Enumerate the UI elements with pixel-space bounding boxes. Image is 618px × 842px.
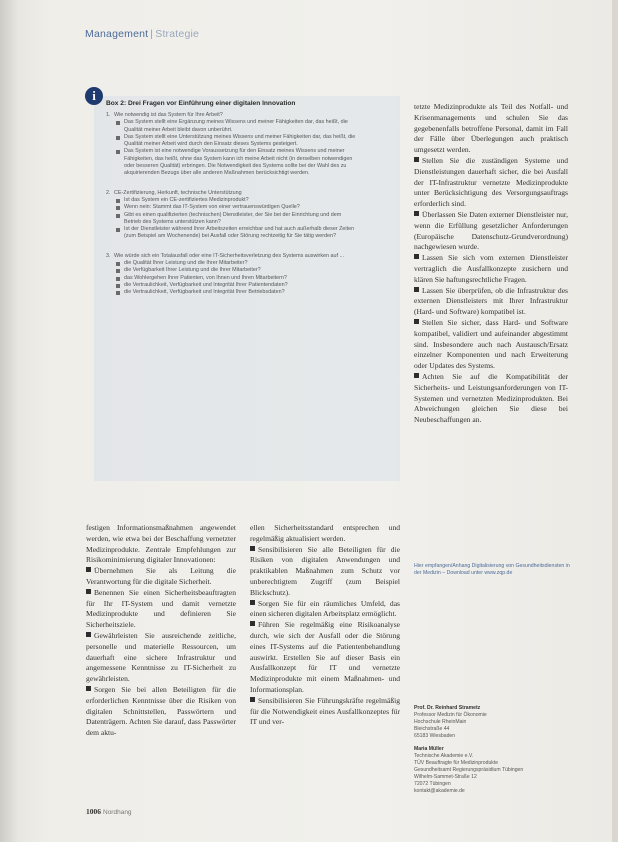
square-bullet-icon [116,284,120,288]
binding-shadow [0,0,18,842]
square-bullet-icon [414,157,419,162]
square-bullet-icon [116,228,120,232]
paragraph: Achten Sie auf die Kompatibilität der Sicherheits- und Leistungsanforderungen von IT-Systemen und vernetzten Medizinprodukten. Bei Abweichungen gleichen Sie diese bei Neubeschaffungen an. [414,371,568,425]
list-item: Das System stellt eine Ergänzung meines Wissens und meiner Fähigkeiten dar, das heißt, die Qualität meiner Arbeit bleibt davon unberührt. [106,119,356,134]
paragraph: tetzte Medizinprodukte als Teil des Notfall- und Krisenmanagements und schulen Sie das gegebenenfalls betroffene Personal, damit im Fall der Fälle über Überlegungen auch praktisch umgesetzt werden. [414,102,568,155]
info-icon: i [85,87,103,105]
square-bullet-icon [86,589,91,594]
question-number: 2. [106,189,111,196]
square-bullet-icon [414,211,419,216]
author-line: TÜV Beauftragte für Medizinprodukte [414,760,499,766]
paragraph: Lassen Sie überprüfen, ob die Infrastruktur des externen Dienstleisters mit Ihrer Infrastruktur (Hard- und Software) kompatibel ist. [414,285,568,317]
paragraph: Überlassen Sie Daten externer Dienstleister nur, wenn die Erfüllung gesetzlicher Anforderungen (Europäische Datenschutz-Grundverordnung) nachgewiesen wurde. [414,209,568,252]
square-bullet-icon [116,199,120,203]
list-item: die Qualität Ihrer Leistung und die Ihrer Mitarbeiter? [106,260,356,267]
page-footer [86,807,132,816]
body-column-2 [250,523,400,728]
list-item: Gibt es einen qualifizierten (technischen) Dienstleister, der Sie bei der Einrichtung und dem Betrieb des Systems unterstützen kann? [106,212,356,227]
paragraph: Gewährleisten Sie ausreichende zeitliche, personelle und materielle Ressourcen, um dauerhaft eine sichere Infrastruktur und angemessene Kenntnisse zu IT-Sicherheit zu gewährleisten. [86,630,236,684]
paragraph: Sensibilisieren Sie Führungskräfte regelmäßig für die Notwendigkeit eines Ausfallkonzeptes für IT und ver- [250,695,400,727]
square-bullet-icon [116,269,120,273]
author-line: Bleichstraße 44 [414,726,450,732]
author-line: Hochschule RheinMain [414,719,467,725]
box-question-3 [106,253,356,297]
square-bullet-icon [86,686,91,691]
body-column-1 [86,523,236,739]
list-item: Das System stellt eine Unterstützung meines Wissens und meiner Fähigkeiten dar, das heißt, die Qualität meiner Arbeit wird durch den Einsatz dieses Systems gesteigert. [106,134,356,149]
section-separator: | [150,28,154,40]
author-name: Maria Müller [414,746,444,752]
square-bullet-icon [116,136,120,140]
author-info [414,705,574,795]
list-item: Ist der Dienstleister während Ihrer Arbeitszeiten erreichbar und hat auch außerhalb dieser Zeiten (zum Beispiel am Wochenende) bei Ausfall oder Störung rechtzeitig für Sie tätig werden? [106,226,356,241]
square-bullet-icon [250,697,255,702]
subsection-label: Strategie [155,28,200,40]
box-question-2 [106,190,356,241]
list-item: die Vertraulichkeit, Verfügbarkeit und Integrität Ihrer Patientendaten? [106,282,356,289]
square-bullet-icon [86,567,91,572]
question-number: 1. [106,112,111,118]
square-bullet-icon [414,287,419,292]
square-bullet-icon [414,373,419,378]
paragraph: Benennen Sie einen Sicherheitsbeauftragten für Ihr IT-System und damit vernetzte Medizinprodukte und definieren Sie Sicherheitsziele. [86,587,236,630]
publication-name: Nordhang [103,809,132,816]
paragraph: Führen Sie regelmäßig eine Risikoanalyse durch, wie sich der Ausfall oder die Störung eines IT-Systems auf die Patientenbehandlung auswirkt. Erstellen Sie auf dieser Basis ein Ausfallkonzept für IT und vernetzte Medizinprodukte mit einem Maßnahmen- und Informationsplan. [250,620,400,694]
question-text: CE-Zertifizierung, Herkunft, technische Unterstützung [114,189,242,196]
reference-link-note[interactable]: Hier empfangen/Anhang Digitalisierung von Gesundheitsdiensten in der Medizin – Download unter www.zqp.de [414,563,570,576]
square-bullet-icon [414,319,419,324]
box-question-list [106,112,356,297]
square-bullet-icon [250,546,255,551]
square-bullet-icon [250,621,255,626]
square-bullet-icon [116,277,120,281]
running-head [85,28,199,40]
author-line: Gesundheitsamt Regierungspräsidium Tübingen [414,767,524,773]
paragraph: Sorgen Sie für ein räumliches Umfeld, das einen sicheren digitalen Arbeitsplatz ermöglicht. [250,598,400,619]
paragraph: Sensibilisieren Sie alle Beteiligten für die Risiken von digitalen Anwendungen und praktikablen Maßnahmen zum Schutz vor unberechtigtem Zugriff (zum Beispiel Blickschutz). [250,544,400,597]
square-bullet-icon [116,206,120,210]
question-number: 3. [106,252,111,259]
author-name: Prof. Dr. Reinhard Strametz [414,705,481,711]
paragraph: Übernehmen Sie als Leitung die Verantwortung für die digitale Sicherheit. [86,566,236,586]
square-bullet-icon [116,214,120,218]
section-label: Management [85,28,149,40]
square-bullet-icon [414,254,419,259]
list-item: die Verfügbarkeit Ihrer Leistung und die Ihrer Mitarbeiter? [106,267,356,274]
list-item: Wenn nein: Stammt das IT-System von einer vertrauenswürdigen Quelle? [106,204,356,211]
question-text: Wie würde sich ein Totalausfall oder eine IT-Sicherheitsverletzung des Systems auswirken auf ... [114,252,345,259]
square-bullet-icon [116,150,120,154]
author-line: Technische Akademie e.V. [414,753,474,759]
paragraph: ellen Sicherheitsstandard entsprechen und regelmäßig aktualisiert werden. [250,523,400,543]
author-line: kontakt@akademie.de [414,788,465,794]
right-column-text [414,102,568,426]
page-edge [612,0,618,842]
square-bullet-icon [116,121,120,125]
paragraph: Stellen Sie sicher, dass Hard- und Software kompatibel, validiert und aufeinander abgestimmt sind. Insbesondere auch nach Austausch/Ersatz einzelner Komponenten und nach Erweiterung oder Updates des Systems. [414,317,568,371]
box-title: Box 2: Drei Fragen vor Einführung einer digitalen Innovation [106,100,296,107]
paragraph: Stellen Sie die zuständigen Systeme und Dienstleistungen dauerhaft sicher, die bei Ausfall der IT-Infrastruktur vernetzte Medizinprodukte unter Berücksichtigung des Versorgungsauftrags erforderlich sind. [414,155,568,209]
list-item: die Vertraulichkeit, Verfügbarkeit und Integrität Ihrer Betriebsdaten? [106,289,356,296]
list-item: Das System ist eine notwendige Voraussetzung für den Einsatz meines Wissens und meiner Fähigkeiten, das heißt, ohne das System kann ich meine Arbeit nicht (in derselben notwendigen oder besseren Qualität) erbringen. Die Notwendigkeit des Systems sollte bei der Wahl des zu akquirierenden Bezugs über alle anderen Maßnahmen berücksichtigt werden. [106,148,356,177]
square-bullet-icon [116,291,120,295]
question-text: Wie notwendig ist das System für Ihre Arbeit? [114,112,223,118]
author-line: 65183 Wiesbaden [414,733,456,739]
paragraph: Sorgen Sie bei allen Beteiligten für die erforderlichen Kenntnisse über die Risiken von digitalen Schnittstellen, Passwörtern und Datenträgern. Achten Sie darauf, dass Passwörter dem aktu- [86,684,236,738]
square-bullet-icon [86,632,91,637]
author-line: Wilhelm-Sammet-Straße 12 [414,774,477,780]
author-line: 72072 Tübingen [414,781,451,787]
paragraph: festigen Informationsmaßnahmen angewendet werden, wie etwa bei der Beschaffung vernetzter Medizinprodukte. Zentrale Empfehlungen zur Risikominimierung digitaler Innovationen: [86,523,236,565]
list-item: das Wohlergehen Ihrer Patienten, von Ihnen und Ihren Mitarbeitern? [106,275,356,282]
author-line: Professor Medizin für Ökonomie [414,712,487,718]
paragraph: Lassen Sie sich vom externen Dienstleister vertraglich die Ausfallkonzepte zusichern und klären Sie haftungsrechtliche Fragen. [414,253,568,284]
list-item: Ist das System ein CE-zertifiziertes Medizinprodukt? [106,197,356,204]
square-bullet-icon [116,262,120,266]
page-number: 1006 [86,807,101,816]
square-bullet-icon [250,600,255,605]
box-question-1 [106,112,356,178]
